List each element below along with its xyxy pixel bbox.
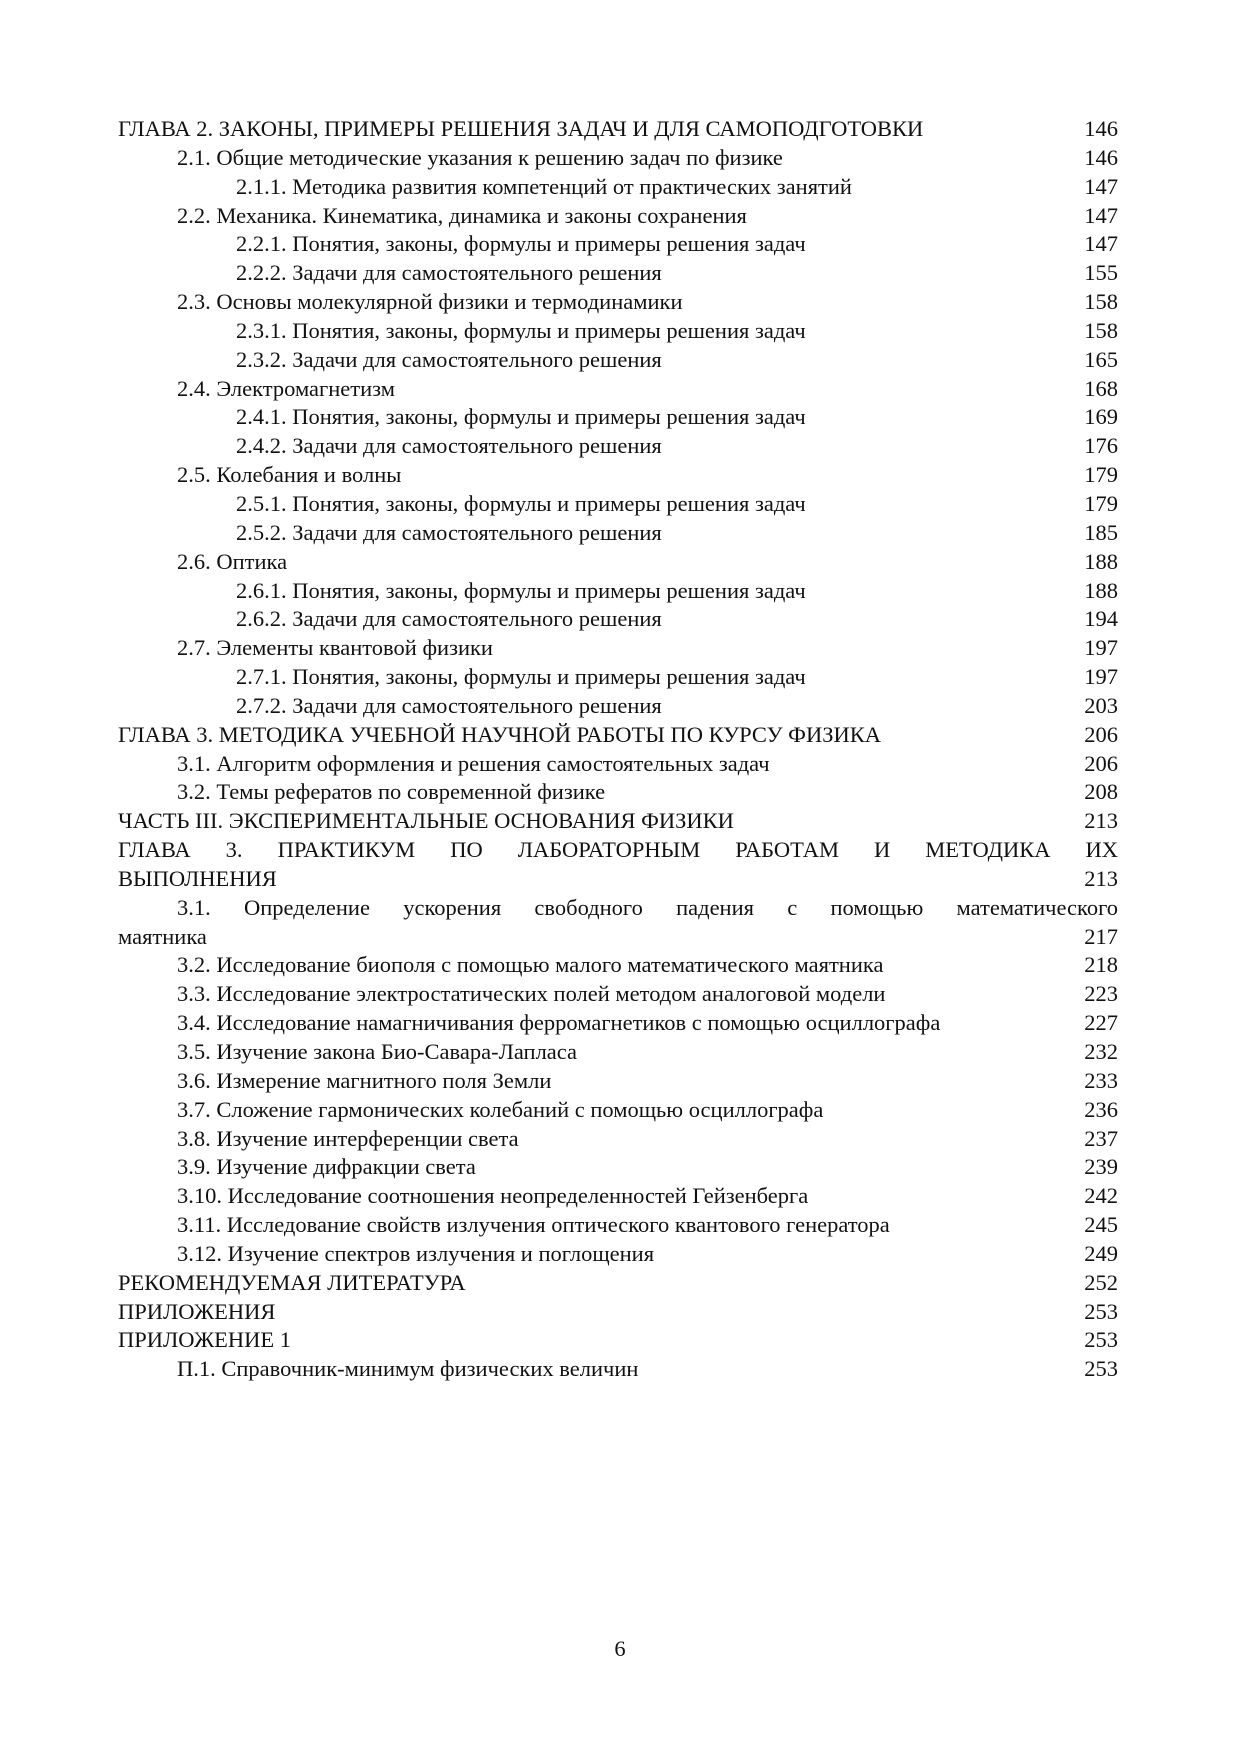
toc-entry-page: 146 bbox=[1084, 144, 1118, 170]
toc-entry[interactable] bbox=[118, 144, 1118, 173]
toc-entry[interactable] bbox=[118, 721, 1118, 750]
toc-entry-title: 2.6. Оптика bbox=[177, 548, 288, 574]
toc-entry[interactable] bbox=[118, 403, 1118, 432]
toc-entry[interactable] bbox=[118, 259, 1118, 288]
toc-entry-title: 3.2. Темы рефератов по современной физике bbox=[177, 779, 606, 805]
toc-entry[interactable] bbox=[118, 288, 1118, 317]
toc-entry-page: 158 bbox=[1084, 289, 1118, 315]
toc-entry-title: П.1. Справочник-минимум физических величин bbox=[177, 1356, 639, 1382]
toc-entry-wrapped[interactable] bbox=[118, 836, 1118, 894]
toc-entry-page: 253 bbox=[1084, 1356, 1118, 1382]
toc-entry-title: 2.4.1. Понятия, законы, формулы и примеры решения задач bbox=[236, 404, 806, 430]
toc-entry-title: маятника bbox=[118, 923, 207, 949]
toc-entry-title: ПРИЛОЖЕНИЯ bbox=[118, 1298, 276, 1324]
toc-entry-page: 147 bbox=[1084, 202, 1118, 228]
toc-entry-title: 3.6. Измерение магнитного поля Земли bbox=[177, 1067, 552, 1093]
toc-entry-title: 2.6.2. Задачи для самостоятельного решения bbox=[236, 606, 662, 632]
toc-entry[interactable] bbox=[118, 1096, 1118, 1125]
toc-entry-title: 2.2.2. Задачи для самостоятельного решения bbox=[236, 260, 662, 286]
toc-entry-title: ГЛАВА 3. МЕТОДИКА УЧЕБНОЙ НАУЧНОЙ РАБОТЫ ПО КУРСУ ФИЗИКА bbox=[118, 721, 881, 747]
toc-entry-page: 165 bbox=[1084, 346, 1118, 372]
toc-entry-title: 2.7. Элементы квантовой физики bbox=[177, 635, 493, 661]
page-number: 6 bbox=[614, 1636, 626, 1661]
toc-entry[interactable] bbox=[118, 346, 1118, 375]
toc-entry-page: 176 bbox=[1084, 433, 1118, 459]
toc-entry[interactable] bbox=[118, 519, 1118, 548]
toc-entry[interactable] bbox=[118, 1153, 1118, 1182]
toc-entry[interactable] bbox=[118, 1038, 1118, 1067]
toc-entry-page: 232 bbox=[1084, 1039, 1118, 1064]
toc-entry-title-line1: ГЛАВА 3. ПРАКТИКУМ ПО ЛАБОРАТОРНЫМ РАБОТАМ И МЕТОДИКА ИХ bbox=[118, 837, 1118, 863]
toc-entry[interactable] bbox=[118, 490, 1118, 519]
toc-entry-title: ЧАСТЬ III. ЭКСПЕРИМЕНТАЛЬНЫЕ ОСНОВАНИЯ ФИЗИКИ bbox=[118, 808, 734, 834]
toc-entry-title: 3.9. Изучение дифракции света bbox=[177, 1154, 476, 1180]
toc-entry-page: 252 bbox=[1084, 1269, 1118, 1295]
toc-entry-page: 179 bbox=[1084, 462, 1118, 488]
toc-entry[interactable] bbox=[118, 663, 1118, 692]
toc-entry-page: 206 bbox=[1084, 721, 1118, 747]
toc-entry[interactable] bbox=[118, 605, 1118, 634]
toc-entry-title: 2.5.1. Понятия, законы, формулы и примеры решения задач bbox=[236, 490, 806, 516]
toc-entry[interactable] bbox=[118, 1326, 1118, 1355]
toc-entry[interactable] bbox=[118, 202, 1118, 231]
toc-entry-page: 253 bbox=[1084, 1327, 1118, 1353]
toc-entry-title: 2.6.1. Понятия, законы, формулы и примеры решения задач bbox=[236, 577, 806, 603]
toc-entry-title: 2.3.2. Задачи для самостоятельного решения bbox=[236, 346, 662, 372]
toc-entry[interactable] bbox=[118, 1269, 1118, 1298]
toc-entry-page: 213 bbox=[1084, 865, 1118, 891]
toc-entry-title: РЕКОМЕНДУЕМАЯ ЛИТЕРАТУРА bbox=[118, 1269, 466, 1295]
toc-entry[interactable] bbox=[118, 1240, 1118, 1269]
toc-entry-page: 197 bbox=[1084, 664, 1118, 690]
toc-entry-page: 253 bbox=[1084, 1298, 1118, 1324]
toc-entry[interactable] bbox=[118, 230, 1118, 259]
toc-entry-title: 2.2.1. Понятия, законы, формулы и примеры решения задач bbox=[236, 231, 806, 257]
toc-entry-title: 3.11. Исследование свойств излучения оптического квантового генератора bbox=[177, 1212, 890, 1238]
toc-entry-page: 206 bbox=[1084, 750, 1118, 776]
toc-entry-page: 218 bbox=[1084, 952, 1118, 978]
toc-entry-title: 2.7.1. Понятия, законы, формулы и примеры решения задач bbox=[236, 664, 806, 690]
toc-entry[interactable] bbox=[118, 548, 1118, 577]
toc-entry-title: ПРИЛОЖЕНИЕ 1 bbox=[118, 1327, 291, 1353]
toc-entry[interactable] bbox=[118, 577, 1118, 606]
toc-entry[interactable] bbox=[118, 1067, 1118, 1096]
toc-entry-title: 3.2. Исследование биополя с помощью малого математического маятника bbox=[177, 952, 884, 978]
toc-entry[interactable] bbox=[118, 980, 1118, 1009]
toc-entry-title: 3.1. Алгоритм оформления и решения самостоятельных задач bbox=[177, 750, 770, 776]
toc-entry-title: 2.3. Основы молекулярной физики и термодинамики bbox=[177, 289, 683, 315]
toc-entry[interactable] bbox=[118, 317, 1118, 346]
toc-entry-title: 2.5. Колебания и волны bbox=[177, 462, 402, 488]
toc-entry-page: 239 bbox=[1084, 1154, 1118, 1180]
toc-entry-page: 169 bbox=[1084, 404, 1118, 430]
toc-entry-title: 2.4. Электромагнетизм bbox=[177, 375, 395, 401]
table-of-contents bbox=[118, 115, 1118, 1384]
toc-entry[interactable] bbox=[118, 173, 1118, 202]
toc-entry-page: 227 bbox=[1084, 1010, 1118, 1036]
toc-entry-title: 3.3. Исследование электростатических полей методом аналоговой модели bbox=[177, 981, 886, 1007]
toc-entry[interactable] bbox=[118, 634, 1118, 663]
toc-entry[interactable] bbox=[118, 1125, 1118, 1154]
toc-entry[interactable] bbox=[118, 750, 1118, 779]
toc-entry-title: 2.7.2. Задачи для самостоятельного решения bbox=[236, 692, 662, 718]
toc-entry-title: 3.12. Изучение спектров излучения и поглощения bbox=[177, 1240, 655, 1266]
toc-entry-page: 245 bbox=[1084, 1212, 1118, 1238]
toc-entry-title-line1: 3.1. Определение ускорения свободного падения с помощью математического bbox=[177, 894, 1118, 920]
toc-entry-page: 249 bbox=[1084, 1240, 1118, 1266]
toc-entry-title: 3.10. Исследование соотношения неопределенностей Гейзенберга bbox=[177, 1183, 809, 1209]
toc-entry-title: 2.1. Общие методические указания к решению задач по физике bbox=[177, 144, 783, 170]
toc-entry-page: 223 bbox=[1084, 981, 1118, 1007]
toc-entry[interactable] bbox=[118, 1009, 1118, 1038]
toc-entry-page: 185 bbox=[1084, 519, 1118, 545]
toc-entry[interactable] bbox=[118, 1182, 1118, 1211]
toc-entry-title: 2.5.2. Задачи для самостоятельного решения bbox=[236, 519, 662, 545]
toc-entry[interactable] bbox=[118, 1355, 1118, 1384]
toc-entry-title: 2.1.1. Методика развития компетенций от практических занятий bbox=[236, 173, 852, 199]
toc-entry-page: 208 bbox=[1084, 779, 1118, 805]
toc-entry-title: 2.3.1. Понятия, законы, формулы и примеры решения задач bbox=[236, 317, 806, 343]
toc-entry-page: 188 bbox=[1084, 548, 1118, 574]
toc-entry[interactable] bbox=[118, 1298, 1118, 1327]
toc-entry[interactable] bbox=[118, 461, 1118, 490]
toc-entry-title: 2.4.2. Задачи для самостоятельного решения bbox=[236, 433, 662, 459]
toc-entry[interactable] bbox=[118, 432, 1118, 461]
toc-entry-page: 179 bbox=[1084, 490, 1118, 516]
toc-entry-title: 3.4. Исследование намагничивания ферромагнетиков с помощью осциллографа bbox=[177, 1010, 941, 1036]
toc-entry-page: 158 bbox=[1084, 317, 1118, 343]
toc-entry-page: 197 bbox=[1084, 635, 1118, 661]
toc-entry-page: 237 bbox=[1084, 1125, 1118, 1151]
toc-entry[interactable] bbox=[118, 115, 1118, 144]
toc-entry-page: 194 bbox=[1084, 606, 1118, 632]
toc-entry[interactable] bbox=[118, 375, 1118, 404]
toc-entry-page: 203 bbox=[1084, 692, 1118, 718]
toc-entry-page: 168 bbox=[1084, 375, 1118, 401]
toc-entry-page: 188 bbox=[1084, 577, 1118, 603]
toc-entry[interactable] bbox=[118, 1211, 1118, 1240]
toc-entry-title-line2 bbox=[118, 923, 1118, 952]
toc-entry-title-line2 bbox=[118, 865, 1118, 894]
toc-entry-title: 3.8. Изучение интерференции света bbox=[177, 1125, 519, 1151]
toc-entry-page: 217 bbox=[1084, 923, 1118, 949]
toc-entry-title: ГЛАВА 2. ЗАКОНЫ, ПРИМЕРЫ РЕШЕНИЯ ЗАДАЧ И ДЛЯ САМОПОДГОТОВКИ bbox=[118, 116, 924, 141]
toc-entry-page: 233 bbox=[1084, 1067, 1118, 1093]
toc-entry-page: 155 bbox=[1084, 260, 1118, 286]
toc-entry-title: ВЫПОЛНЕНИЯ bbox=[118, 865, 277, 891]
toc-entry[interactable] bbox=[118, 951, 1118, 980]
toc-entry-title: 3.5. Изучение закона Био-Савара-Лапласа bbox=[177, 1039, 578, 1064]
toc-entry-page: 147 bbox=[1084, 231, 1118, 257]
toc-entry-page: 242 bbox=[1084, 1183, 1118, 1209]
toc-entry-title: 3.7. Сложение гармонических колебаний с помощью осциллографа bbox=[177, 1096, 824, 1122]
toc-entry-page: 147 bbox=[1084, 173, 1118, 199]
toc-entry[interactable] bbox=[118, 692, 1118, 721]
toc-entry-page: 146 bbox=[1084, 116, 1118, 141]
toc-entry[interactable] bbox=[118, 807, 1118, 836]
toc-entry[interactable] bbox=[118, 778, 1118, 807]
toc-entry-title: 2.2. Механика. Кинематика, динамика и законы сохранения bbox=[177, 202, 747, 228]
toc-entry-page: 213 bbox=[1084, 808, 1118, 834]
toc-entry-wrapped[interactable] bbox=[118, 894, 1118, 952]
toc-entry-page: 236 bbox=[1084, 1096, 1118, 1122]
